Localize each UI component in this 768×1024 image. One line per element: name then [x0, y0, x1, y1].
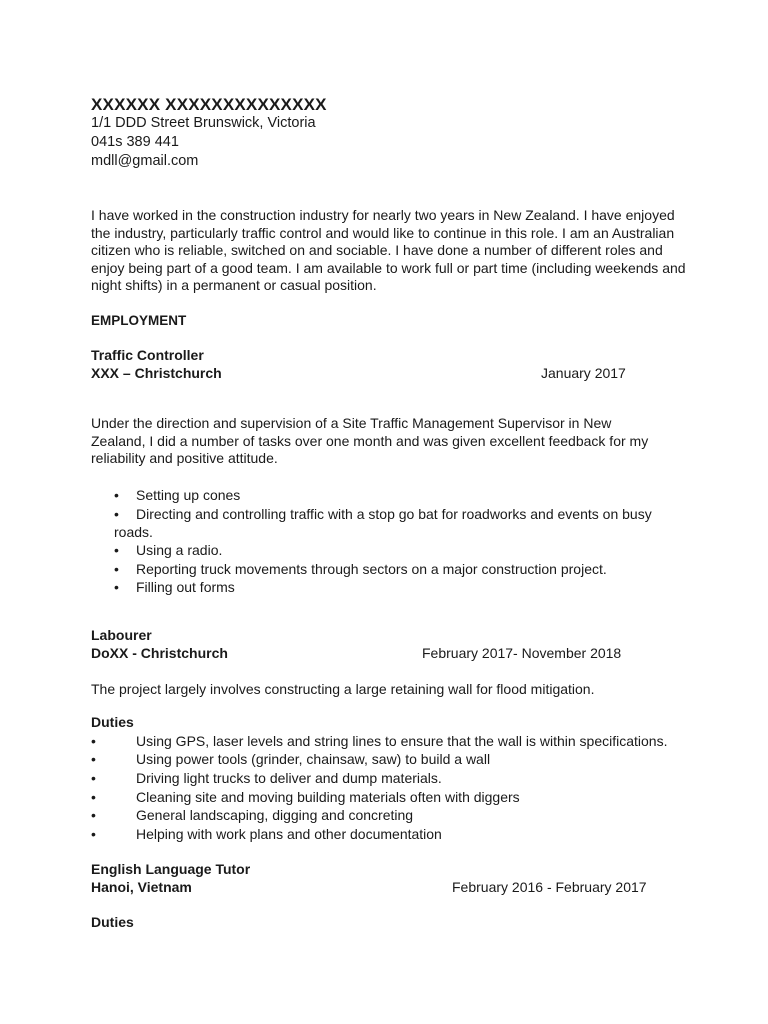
bullet-icon: •: [91, 826, 96, 842]
bullet-icon: •: [91, 751, 96, 767]
list-item-text: Helping with work plans and other documentation: [136, 826, 442, 842]
bullet-icon: •: [114, 542, 119, 558]
duties-heading: Duties: [91, 914, 134, 930]
phone-number: 041s 389 441: [91, 134, 179, 150]
list-item-text: General landscaping, digging and concreting: [136, 807, 414, 823]
bullet-icon: •: [91, 807, 96, 823]
job-title: Labourer: [91, 627, 152, 643]
bullet-icon: •: [91, 770, 96, 786]
address: 1/1 DDD Street Brunswick, Victoria: [91, 115, 316, 131]
employment-heading: EMPLOYMENT: [91, 313, 187, 328]
bullet-icon: •: [114, 506, 119, 522]
list-item: [114, 542, 674, 560]
job-date: February 2017- November 2018: [422, 645, 622, 661]
bullet-icon: •: [91, 733, 96, 749]
list-item: [114, 561, 674, 579]
summary-paragraph: I have worked in the construction industry for nearly two years in New Zealand. I have enjoyed the industry, particularly traffic control and would like to continue in this role. I am an Australian citizen who is reliable, switched on and sociable. I have done a number of different roles and enjoy being part of a good team. I am available to work full or part time (including weekends and night shifts) in a permanent or casual position.: [91, 207, 686, 293]
job-title: Traffic Controller: [91, 347, 204, 363]
list-item: [114, 579, 674, 597]
job-employer: XXX – Christchurch: [91, 365, 222, 381]
bullet-icon: •: [91, 789, 96, 805]
list-item: [114, 487, 674, 505]
job-description: The project largely involves constructing a large retaining wall for flood mitigation.: [91, 681, 595, 697]
list-item-text: Directing and controlling traffic with a stop go bat for roadworks and events on busy roads.: [114, 506, 652, 540]
candidate-name: XXXXXX XXXXXXXXXXXXXX: [91, 95, 327, 114]
list-item-text: Cleaning site and moving building materials often with diggers: [136, 789, 520, 805]
list-item: [114, 506, 674, 541]
duties-heading: Duties: [91, 714, 134, 730]
list-item-text: Driving light trucks to deliver and dump materials.: [136, 770, 442, 786]
bullet-icon: •: [114, 579, 119, 595]
job-title: English Language Tutor: [91, 861, 251, 877]
job-employer: Hanoi, Vietnam: [91, 879, 192, 895]
job-employer: DoXX - Christchurch: [91, 645, 228, 661]
job-date: February 2016 - February 2017: [452, 879, 647, 895]
list-item-text: Filling out forms: [136, 579, 235, 595]
email-address: mdll@gmail.com: [91, 153, 199, 169]
list-item-text: Using a radio.: [136, 542, 223, 558]
list-item-text: Using GPS, laser levels and string lines to ensure that the wall is within specifications.: [136, 733, 668, 749]
list-item-text: Reporting truck movements through sectors on a major construction project.: [136, 561, 607, 577]
bullet-icon: •: [114, 487, 119, 503]
bullet-icon: •: [114, 561, 119, 577]
list-item-text: Using power tools (grinder, chainsaw, saw) to build a wall: [136, 751, 491, 767]
list-item-text: Setting up cones: [136, 487, 241, 503]
job-date: January 2017: [541, 365, 626, 381]
job-description: Under the direction and supervision of a Site Traffic Management Supervisor in New Zealand, I did a number of tasks over one month and was given excellent feedback for my reliability and positive attitude.: [91, 415, 649, 466]
